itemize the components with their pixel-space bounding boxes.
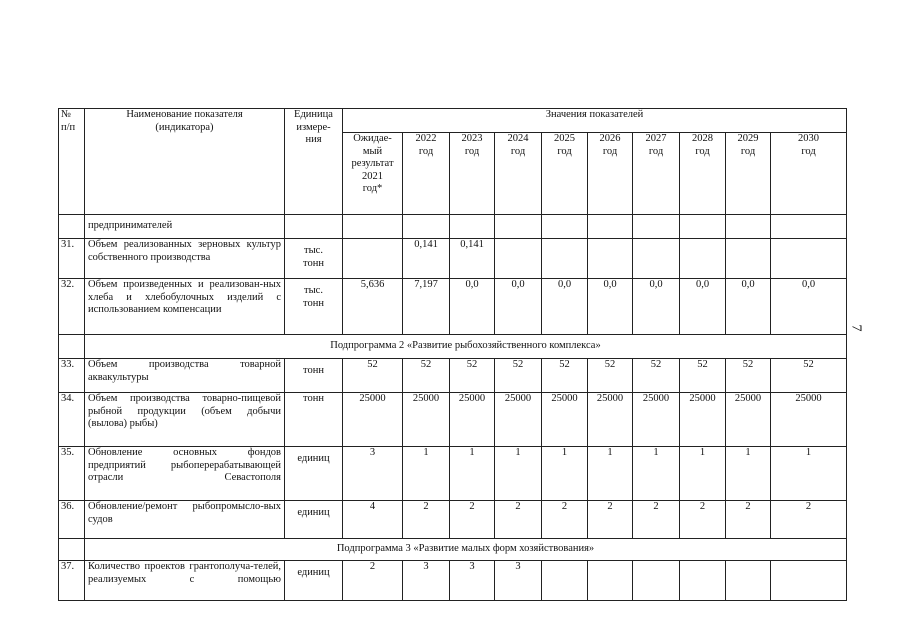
value-cell: 3 — [495, 561, 542, 601]
value-cell: 25000 — [771, 393, 847, 447]
value-cell — [495, 239, 542, 279]
indicator-name: Объем производства товарно-пищевой рыбной продукции (объем добычи (вылова) рыбы) — [85, 393, 285, 447]
row-num: 32. — [59, 279, 85, 335]
header-year: 2026 год — [588, 133, 633, 215]
value-cell: 1 — [495, 447, 542, 501]
value-cell: 1 — [771, 447, 847, 501]
value-cell — [680, 239, 726, 279]
header-name: Наименование показателя (индикатора) — [85, 109, 285, 215]
value-cell: 3 — [450, 561, 495, 601]
header-unit: Единица измере- ния — [285, 109, 343, 215]
value-cell: 52 — [495, 359, 542, 393]
value-cell: 2 — [726, 501, 771, 539]
indicator-name: Количество проектов грантополуча-телей, реализуемых с помощью — [85, 561, 285, 601]
value-cell: 0,0 — [542, 279, 588, 335]
value-cell: 0,141 — [450, 239, 495, 279]
value-cell: 52 — [542, 359, 588, 393]
value-cell: 0,141 — [403, 239, 450, 279]
value-cell: 25000 — [450, 393, 495, 447]
table-row — [59, 239, 847, 279]
value-cell: 1 — [588, 447, 633, 501]
header-year: 2030 год — [771, 133, 847, 215]
indicator-name: Обновление/ремонт рыбопромысло-вых судов — [85, 501, 285, 539]
indicator-name: Объем производства товарной аквакультуры — [85, 359, 285, 393]
row-num: 35. — [59, 447, 85, 501]
row-num — [59, 335, 85, 359]
value-cell — [588, 561, 633, 601]
header-year: Ожидае- мый результат 2021 год* — [343, 133, 403, 215]
value-cell: 2 — [771, 501, 847, 539]
unit: тонн — [285, 393, 343, 447]
indicator-name: Объем реализованных зерновых культур собственного производства — [85, 239, 285, 279]
value-cell: 2 — [403, 501, 450, 539]
value-cell — [495, 215, 542, 239]
table-row — [59, 335, 847, 359]
value-cell: 52 — [680, 359, 726, 393]
table-row — [59, 393, 847, 447]
value-cell: 2 — [588, 501, 633, 539]
value-cell — [771, 561, 847, 601]
value-cell — [588, 239, 633, 279]
value-cell: 2 — [495, 501, 542, 539]
value-cell — [771, 215, 847, 239]
value-cell — [680, 561, 726, 601]
unit: тонн — [285, 359, 343, 393]
value-cell: 0,0 — [450, 279, 495, 335]
header-year: 2022 год — [403, 133, 450, 215]
unit — [285, 215, 343, 239]
row-num: 31. — [59, 239, 85, 279]
value-cell — [343, 239, 403, 279]
header-year: 2028 год — [680, 133, 726, 215]
table-row — [59, 447, 847, 501]
value-cell: 25000 — [343, 393, 403, 447]
value-cell: 3 — [403, 561, 450, 601]
value-cell: 0,0 — [771, 279, 847, 335]
value-cell: 7,197 — [403, 279, 450, 335]
value-cell: 2 — [542, 501, 588, 539]
value-cell: 25000 — [680, 393, 726, 447]
value-cell: 52 — [450, 359, 495, 393]
value-cell — [542, 561, 588, 601]
value-cell: 1 — [450, 447, 495, 501]
value-cell — [403, 215, 450, 239]
value-cell — [343, 215, 403, 239]
table-row — [59, 501, 847, 539]
value-cell — [726, 239, 771, 279]
page-number: 7 — [848, 324, 864, 332]
value-cell: 3 — [343, 447, 403, 501]
table-row — [59, 359, 847, 393]
header-num: № п/п — [59, 109, 85, 215]
value-cell: 25000 — [495, 393, 542, 447]
header-year: 2029 год — [726, 133, 771, 215]
value-cell: 52 — [588, 359, 633, 393]
row-num: 37. — [59, 561, 85, 601]
indicator-name: Обновление основных фондов предприятий рыбоперерабатывающей отрасли Севастополя — [85, 447, 285, 501]
value-cell: 1 — [542, 447, 588, 501]
value-cell: 2 — [680, 501, 726, 539]
header-year: 2027 год — [633, 133, 680, 215]
value-cell — [450, 215, 495, 239]
subprogram-title: Подпрограмма 3 «Развитие малых форм хозяйствования» — [85, 539, 847, 561]
value-cell — [680, 215, 726, 239]
value-cell: 52 — [633, 359, 680, 393]
header-year: 2024 год — [495, 133, 542, 215]
value-cell — [542, 215, 588, 239]
value-cell: 25000 — [726, 393, 771, 447]
header-values-title: Значения показателей — [343, 109, 847, 133]
value-cell: 0,0 — [726, 279, 771, 335]
table-row — [59, 215, 847, 239]
value-cell: 25000 — [633, 393, 680, 447]
value-cell: 52 — [343, 359, 403, 393]
value-cell: 1 — [680, 447, 726, 501]
value-cell: 0,0 — [680, 279, 726, 335]
value-cell — [726, 215, 771, 239]
value-cell — [633, 215, 680, 239]
value-cell — [726, 561, 771, 601]
value-cell: 0,0 — [588, 279, 633, 335]
value-cell: 2 — [343, 561, 403, 601]
value-cell: 25000 — [588, 393, 633, 447]
value-cell: 5,636 — [343, 279, 403, 335]
value-cell — [633, 561, 680, 601]
unit: тыс. тонн — [285, 279, 343, 335]
value-cell — [771, 239, 847, 279]
value-cell: 52 — [771, 359, 847, 393]
value-cell — [633, 239, 680, 279]
table-row — [59, 279, 847, 335]
unit: единиц — [285, 447, 343, 501]
table-row — [59, 561, 847, 601]
value-cell: 4 — [343, 501, 403, 539]
value-cell: 25000 — [403, 393, 450, 447]
row-num — [59, 539, 85, 561]
row-num — [59, 215, 85, 239]
row-num: 33. — [59, 359, 85, 393]
value-cell: 1 — [726, 447, 771, 501]
header-year: 2023 год — [450, 133, 495, 215]
unit: тыс. тонн — [285, 239, 343, 279]
value-cell: 1 — [403, 447, 450, 501]
value-cell: 0,0 — [633, 279, 680, 335]
value-cell: 2 — [450, 501, 495, 539]
value-cell — [542, 239, 588, 279]
value-cell: 2 — [633, 501, 680, 539]
row-num: 34. — [59, 393, 85, 447]
header-year: 2025 год — [542, 133, 588, 215]
unit: единиц — [285, 561, 343, 601]
value-cell: 52 — [403, 359, 450, 393]
value-cell: 52 — [726, 359, 771, 393]
value-cell: 25000 — [542, 393, 588, 447]
table-row — [59, 539, 847, 561]
indicator-name: Объем произведенных и реализован-ных хлеба и хлебобулочных изделий с использованием компенсации — [85, 279, 285, 335]
unit: единиц — [285, 501, 343, 539]
row-num: 36. — [59, 501, 85, 539]
indicator-name: предпринимателей — [85, 215, 285, 239]
value-cell: 0,0 — [495, 279, 542, 335]
subprogram-title: Подпрограмма 2 «Развитие рыбохозяйственного комплекса» — [85, 335, 847, 359]
indicators-table — [58, 108, 847, 601]
value-cell — [588, 215, 633, 239]
value-cell: 1 — [633, 447, 680, 501]
